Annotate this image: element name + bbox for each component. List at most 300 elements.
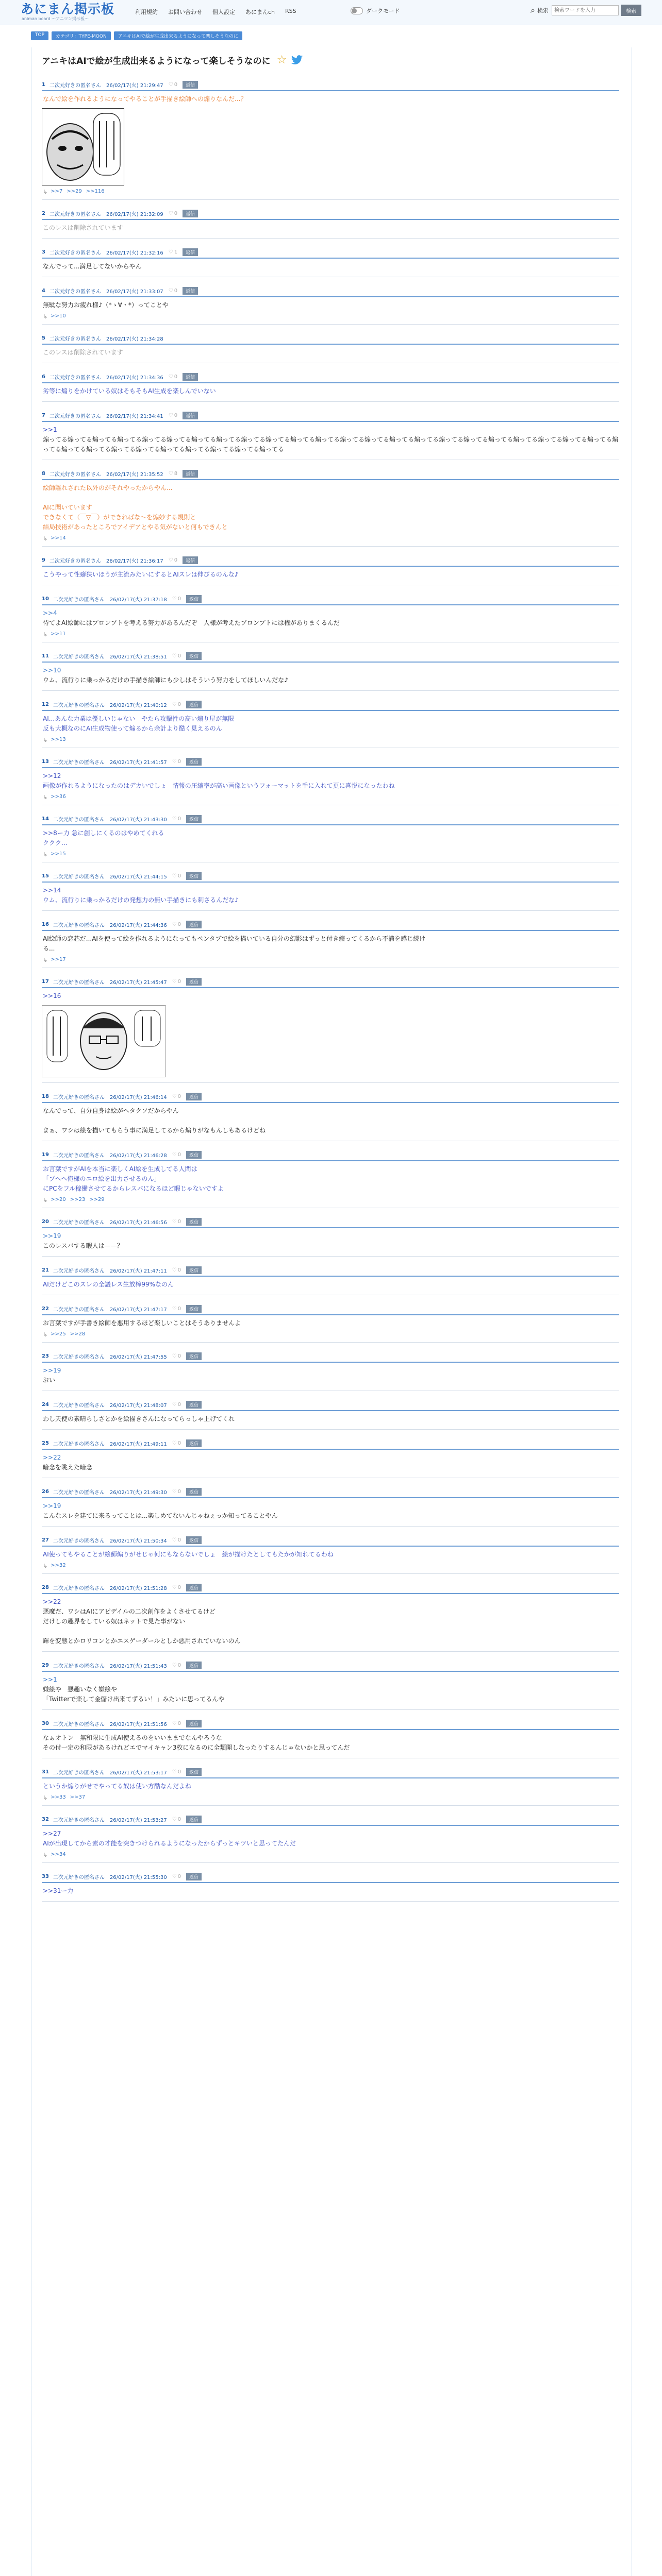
post-header: [42, 651, 619, 663]
reply-arrow-icon: ↳: [43, 794, 48, 801]
like-count: 0: [177, 816, 181, 822]
post-number[interactable]: 7: [42, 413, 45, 418]
reply-link[interactable]: >>23: [70, 1197, 86, 1202]
post-text-line: >>1: [43, 426, 57, 433]
post-item: [42, 1582, 619, 1652]
nav-animanch[interactable]: あにまんch: [245, 9, 275, 15]
post-text-line: ウム、流行りに乗っかるだけの発想力の無い手描きにも刺さるんだな♪: [43, 896, 239, 904]
post-date: 26/02/17(火) 21:53:27: [109, 1818, 167, 1823]
post-author: 二次元好きの匿名さん: [53, 1307, 105, 1313]
post-number[interactable]: 14: [42, 816, 49, 822]
post-body: [42, 988, 619, 1003]
post-author: 二次元好きの匿名さん: [53, 703, 105, 708]
post-number[interactable]: 21: [42, 1267, 49, 1273]
heart-icon[interactable]: ♡: [168, 471, 173, 477]
post-author: 二次元好きの匿名さん: [49, 83, 101, 89]
reply-button[interactable]: 返信: [186, 872, 202, 880]
post-text-line: 嫌絵や 悪趣いなく嫌絵や: [43, 1686, 118, 1693]
post-item: [42, 1535, 619, 1574]
reply-button[interactable]: 返信: [186, 1093, 202, 1100]
post-number[interactable]: 5: [42, 335, 45, 341]
heart-icon[interactable]: ♡: [172, 1306, 177, 1312]
heart-icon[interactable]: ♡: [172, 759, 177, 765]
manga-panel-image[interactable]: [42, 108, 124, 185]
search-icon: ⌕: [531, 5, 535, 15]
post-number[interactable]: 17: [42, 979, 49, 985]
like-count: 0: [177, 596, 181, 602]
post-item: [42, 285, 619, 325]
post-date: 26/02/17(火) 21:47:11: [109, 1268, 167, 1274]
heart-icon[interactable]: ♡: [172, 1874, 177, 1879]
post-header: [42, 976, 619, 988]
post-body: [42, 931, 619, 956]
reply-links: [42, 1793, 619, 1802]
reply-links: [42, 188, 619, 196]
reply-arrow-icon: ↳: [43, 737, 48, 743]
post-item: [42, 1091, 619, 1141]
breadcrumb-top[interactable]: TOP: [31, 31, 48, 40]
reply-link[interactable]: >>10: [51, 313, 66, 319]
reply-links: [42, 793, 619, 802]
like-count: 0: [177, 979, 181, 985]
post-item: [42, 247, 619, 277]
reply-button[interactable]: 返信: [186, 1401, 202, 1409]
heart-icon[interactable]: ♡: [172, 1219, 177, 1225]
reply-links: [42, 956, 619, 964]
reply-button[interactable]: 返信: [186, 815, 202, 823]
post-text-line: 結局技術があったところでアイデアとやる気がないと何もできんと: [43, 523, 228, 531]
heart-icon[interactable]: ♡: [168, 413, 173, 418]
post-header: [42, 594, 619, 605]
post-number[interactable]: 24: [42, 1402, 49, 1408]
post-author: 二次元好きの匿名さん: [53, 874, 105, 880]
post-header: [42, 699, 619, 711]
post-number[interactable]: 18: [42, 1094, 49, 1099]
post-date: 26/02/17(火) 21:48:07: [109, 1403, 167, 1409]
post-date: 26/02/17(火) 21:47:55: [109, 1354, 167, 1360]
post-date: 26/02/17(火) 21:49:11: [109, 1442, 167, 1447]
like-count: 0: [177, 653, 181, 659]
post-header: [42, 919, 619, 931]
reply-arrow-icon: ↳: [43, 1563, 48, 1569]
post-number[interactable]: 26: [42, 1489, 49, 1495]
reply-button[interactable]: 返信: [186, 1151, 202, 1159]
post-number[interactable]: 11: [42, 653, 49, 659]
post-number[interactable]: 30: [42, 1721, 49, 1726]
post-text-line: おい: [43, 1377, 56, 1384]
post-number[interactable]: 19: [42, 1152, 49, 1158]
post-number[interactable]: 23: [42, 1353, 49, 1359]
heart-icon[interactable]: ♡: [172, 873, 177, 879]
heart-icon[interactable]: ♡: [168, 374, 173, 380]
post-text-line: >>8ー力 急に創しにくるのはやめてくれる: [43, 829, 164, 837]
heart-icon[interactable]: ♡: [172, 596, 177, 602]
reply-button[interactable]: 返信: [183, 210, 198, 217]
reply-button[interactable]: 返信: [183, 470, 198, 478]
post-number[interactable]: 31: [42, 1769, 49, 1775]
post-text-line: >>12: [43, 772, 61, 779]
reply-button[interactable]: 返信: [186, 1305, 202, 1313]
reply-button[interactable]: 返信: [186, 1873, 202, 1880]
heart-icon[interactable]: ♡: [172, 1353, 177, 1359]
like-count: 0: [177, 1094, 181, 1099]
reply-link[interactable]: >>37: [70, 1794, 86, 1800]
post-number[interactable]: 9: [42, 557, 45, 563]
dark-mode-label: ダークモード: [366, 8, 400, 14]
post-item: [42, 555, 619, 585]
post-author: 二次元好きの匿名さん: [53, 1268, 105, 1274]
heart-icon[interactable]: ♡: [172, 1402, 177, 1408]
heart-icon[interactable]: ♡: [172, 816, 177, 822]
post-text-line: る...: [43, 945, 55, 952]
reply-button[interactable]: 返信: [183, 81, 198, 89]
reply-button[interactable]: 返信: [183, 373, 198, 381]
post-author: 二次元好きの匿名さん: [53, 1818, 105, 1823]
like-count: 0: [177, 1585, 181, 1590]
nav-rss[interactable]: RSS: [285, 8, 296, 14]
nav-settings[interactable]: 個人設定: [212, 9, 235, 15]
like-count: 1: [174, 249, 178, 255]
post-number[interactable]: 28: [42, 1585, 49, 1590]
post-header: [42, 1814, 619, 1826]
like-count: 0: [174, 82, 178, 88]
post-number[interactable]: 2: [42, 211, 45, 216]
post-author: 二次元好きの匿名さん: [53, 1538, 105, 1544]
post-date: 26/02/17(火) 21:46:14: [109, 1095, 167, 1100]
post-text-line: >>22: [43, 1454, 61, 1461]
post-author: 二次元好きの匿名さん: [53, 1220, 105, 1226]
post-item: [42, 1438, 619, 1478]
reply-button[interactable]: 返信: [183, 287, 198, 295]
post-text-line: 「ブヘヘ俺様のエロ絵を出力させるのん」: [43, 1175, 160, 1182]
heart-icon[interactable]: ♡: [172, 1537, 177, 1543]
reply-link[interactable]: >>29: [89, 1197, 105, 1202]
heart-icon[interactable]: ♡: [172, 1585, 177, 1590]
post-text-line: 画像が作れるようになったのはデカいでしょ 情報の圧縮率が高い画像というフォーマットを手に入れて更に喜悦になったわね: [43, 782, 395, 789]
post-body: [42, 1228, 619, 1253]
like-count: 0: [174, 557, 178, 563]
reply-button[interactable]: 返信: [183, 412, 198, 419]
post-number[interactable]: 33: [42, 1874, 49, 1879]
reply-button[interactable]: 返信: [186, 652, 202, 660]
reply-button[interactable]: 返信: [186, 1352, 202, 1360]
post-item: [42, 814, 619, 862]
post-number[interactable]: 22: [42, 1306, 49, 1312]
search-input[interactable]: [552, 5, 619, 15]
logo-subtitle: animan board 〜アニマン掲示板〜: [22, 16, 89, 21]
heart-icon[interactable]: ♡: [172, 1817, 177, 1822]
post-body: [42, 1277, 619, 1292]
post-text-line: なんでって...満足してないからやん: [43, 263, 142, 270]
breadcrumb-thread[interactable]: アニキはAIで絵が生成出来るようになって楽しそうなのに: [114, 31, 242, 40]
post-number[interactable]: 32: [42, 1817, 49, 1822]
reply-link[interactable]: >>29: [67, 189, 82, 194]
heart-icon[interactable]: ♡: [172, 1152, 177, 1158]
heart-icon[interactable]: ♡: [172, 1267, 177, 1273]
post-item: [42, 1486, 619, 1527]
post-text-line: AI使ってもやることが絵師煽りがせじゃ何にもならないでしょ 絵が描けたとしてもたかが知れてるわね: [43, 1551, 334, 1558]
post-date: 26/02/17(火) 21:44:15: [109, 874, 167, 880]
post-body: [42, 605, 619, 630]
reply-arrow-icon: ↳: [43, 535, 48, 542]
post-body: [42, 91, 619, 106]
reply-link[interactable]: >>15: [51, 851, 66, 857]
post-date: 26/02/17(火) 21:45:47: [109, 980, 167, 986]
reply-links: [42, 1562, 619, 1570]
heart-icon[interactable]: ♡: [168, 288, 173, 294]
reply-button[interactable]: 返信: [186, 1439, 202, 1447]
heart-icon[interactable]: ♡: [172, 1440, 177, 1446]
nav-contact[interactable]: お問い合わせ: [168, 9, 202, 15]
post-body: [42, 480, 619, 534]
post-number[interactable]: 3: [42, 249, 45, 255]
reply-links: [42, 736, 619, 744]
post-number[interactable]: 13: [42, 759, 49, 765]
post-item: [42, 1265, 619, 1295]
reply-button[interactable]: 返信: [186, 1662, 202, 1669]
reply-button[interactable]: 返信: [186, 921, 202, 928]
post-text-line: このレスは削除されています: [43, 224, 123, 231]
post-date: 26/02/17(火) 21:51:56: [109, 1722, 167, 1727]
post-date: 26/02/17(火) 21:36:17: [106, 558, 163, 564]
post-date: 26/02/17(火) 21:47:17: [109, 1307, 167, 1313]
post-header: [42, 371, 619, 383]
post-text-line: >>16: [43, 992, 61, 999]
breadcrumb-category[interactable]: カテゴリ：TYPE-MOON: [52, 31, 111, 40]
reply-link[interactable]: >>14: [51, 535, 66, 541]
post-text-line: 悪魔だ、ワシはAIにアピデイルの二次創作をよくさせてるけど: [43, 1608, 216, 1615]
heart-icon[interactable]: ♡: [172, 922, 177, 927]
toggle-switch[interactable]: [351, 7, 363, 14]
reply-link[interactable]: >>36: [51, 794, 66, 800]
reply-links: [42, 1330, 619, 1339]
post-body: [42, 1672, 619, 1706]
like-count: 0: [177, 1219, 181, 1225]
post-header: [42, 1718, 619, 1730]
twitter-bird-icon[interactable]: [291, 55, 303, 66]
like-count: 0: [177, 1267, 181, 1273]
post-author: 二次元好きの匿名さん: [53, 760, 105, 766]
reply-button[interactable]: 返信: [186, 1536, 202, 1544]
nav-terms[interactable]: 利用規約: [135, 9, 158, 15]
post-header: [42, 1399, 619, 1411]
post-item: [42, 1351, 619, 1391]
post-item: [42, 1767, 619, 1806]
post-body: [42, 1161, 619, 1196]
post-number[interactable]: 16: [42, 922, 49, 927]
post-body: [42, 259, 619, 274]
reply-button[interactable]: 返信: [186, 1488, 202, 1496]
reply-links: [42, 534, 619, 543]
post-item: [42, 871, 619, 911]
post-header: [42, 555, 619, 567]
post-text-line: ウム、流行りに乗っかるだけの手描き絵師にも少しはそういう努力をしてほしいんだな♪: [43, 676, 288, 684]
post-body: [42, 1730, 619, 1755]
post-number[interactable]: 29: [42, 1663, 49, 1668]
post-author: 二次元好きの匿名さん: [53, 980, 105, 986]
reply-link[interactable]: >>11: [51, 631, 66, 637]
post-date: 26/02/17(火) 21:37:18: [109, 597, 167, 603]
post-header: [42, 1303, 619, 1315]
reply-link[interactable]: >>32: [51, 1563, 66, 1568]
post-number[interactable]: 25: [42, 1440, 49, 1446]
like-count: 8: [174, 471, 178, 477]
post-text-line: 絵師離れされた以外のがそれやったからやん...: [43, 484, 173, 492]
heart-icon[interactable]: ♡: [168, 82, 173, 88]
reply-button[interactable]: 返信: [183, 248, 198, 256]
heart-icon[interactable]: ♡: [168, 557, 173, 563]
reply-button[interactable]: 返信: [186, 1584, 202, 1591]
post-body: [42, 1778, 619, 1793]
post-number[interactable]: 10: [42, 596, 49, 602]
post-item: [42, 410, 619, 460]
breadcrumb: [31, 31, 245, 40]
heart-icon[interactable]: ♡: [168, 249, 173, 255]
post-item: [42, 1149, 619, 1208]
post-body: [42, 567, 619, 582]
reply-button[interactable]: 返信: [186, 1720, 202, 1727]
reply-links: [42, 630, 619, 639]
post-item: [42, 1814, 619, 1863]
reply-link[interactable]: >>34: [51, 1852, 66, 1857]
reply-link[interactable]: >>25: [51, 1331, 66, 1337]
reply-button[interactable]: 返信: [186, 701, 202, 708]
post-header: [42, 208, 619, 220]
post-body: [42, 220, 619, 235]
post-number[interactable]: 6: [42, 374, 45, 380]
reply-button[interactable]: 返信: [186, 978, 202, 986]
post-date: 26/02/17(火) 21:35:52: [106, 472, 163, 478]
thread-container: [31, 47, 632, 2576]
like-count: 0: [174, 413, 178, 418]
post-text-line: [43, 493, 618, 503]
reply-arrow-icon: ↳: [43, 851, 48, 858]
heart-icon[interactable]: ♡: [172, 702, 177, 707]
post-date: 26/02/17(火) 21:55:30: [109, 1875, 167, 1880]
manga-panel-image[interactable]: [42, 1005, 166, 1077]
post-author: 二次元好きの匿名さん: [53, 1403, 105, 1409]
post-body: [42, 1594, 619, 1648]
reply-button[interactable]: 返信: [186, 1768, 202, 1776]
post-number[interactable]: 4: [42, 288, 45, 294]
reply-link[interactable]: >>116: [86, 189, 105, 194]
reply-button[interactable]: 返信: [186, 1218, 202, 1226]
reply-link[interactable]: >>28: [70, 1331, 86, 1337]
heart-icon[interactable]: ♡: [172, 1769, 177, 1775]
reply-arrow-icon: ↳: [43, 1852, 48, 1858]
post-number[interactable]: 27: [42, 1537, 49, 1543]
heart-icon[interactable]: ♡: [172, 1094, 177, 1099]
post-header: [42, 1351, 619, 1363]
post-body: [42, 663, 619, 687]
heart-icon[interactable]: ♡: [172, 1489, 177, 1495]
reply-button[interactable]: 返信: [186, 1266, 202, 1274]
post-item: [42, 1303, 619, 1343]
post-text-line: こうやって性癖狭いほうが主流みたいにするとAIスレは伸びるのんな♪: [43, 571, 239, 578]
site-logo[interactable]: [21, 2, 114, 22]
reply-links: [42, 850, 619, 859]
reply-button[interactable]: 返信: [183, 556, 198, 564]
post-date: 26/02/17(火) 21:51:28: [109, 1586, 167, 1591]
top-nav: [135, 8, 307, 16]
post-date: 26/02/17(火) 21:50:34: [109, 1538, 167, 1544]
post-author: 二次元好きの匿名さん: [53, 597, 105, 603]
reply-link[interactable]: >>7: [51, 189, 63, 194]
post-date: 26/02/17(火) 21:29:47: [106, 83, 163, 89]
post-text-line: お言葉ですがAIを本当に楽しくAI絵を生成してる人間は: [43, 1165, 197, 1173]
post-date: 26/02/17(火) 21:33:07: [106, 289, 163, 295]
like-count: 0: [177, 1440, 181, 1446]
post-text-line: 輝を変態とかロリコンとかエスゲーダールとしか悪用されていないのん: [43, 1637, 241, 1645]
post-author: 二次元好きの匿名さん: [49, 558, 101, 564]
post-author: 二次元好きの匿名さん: [53, 1664, 105, 1669]
post-item: [42, 651, 619, 691]
reply-links: [42, 1196, 619, 1205]
dark-mode-toggle[interactable]: [351, 7, 400, 15]
heart-icon[interactable]: ♡: [172, 653, 177, 659]
post-text-line: できなくて（￣▽￣）ができればな〜を煽妙する規則と: [43, 514, 196, 521]
post-number[interactable]: 12: [42, 702, 49, 707]
post-number[interactable]: 15: [42, 873, 49, 879]
heart-icon[interactable]: ♡: [172, 1721, 177, 1726]
post-author: 二次元好きの匿名さん: [49, 375, 101, 381]
post-body: [42, 1883, 619, 1898]
post-text-line: このレスは削除されています: [43, 349, 123, 356]
post-header: [42, 247, 619, 259]
reply-link[interactable]: >>20: [51, 1197, 66, 1202]
reply-button[interactable]: 返信: [186, 1816, 202, 1823]
post-header: [42, 1438, 619, 1450]
search-button[interactable]: 検索: [621, 5, 641, 16]
reply-link[interactable]: >>13: [51, 737, 66, 742]
reply-button[interactable]: 返信: [186, 758, 202, 766]
reply-link[interactable]: >>33: [51, 1794, 66, 1800]
post-text-line: >>22: [43, 1598, 61, 1605]
post-number[interactable]: 1: [42, 82, 45, 88]
post-author: 二次元好きの匿名さん: [53, 1722, 105, 1727]
post-body: [42, 1363, 619, 1387]
post-header: [42, 1486, 619, 1498]
like-count: 0: [177, 1663, 181, 1668]
favorite-star-icon[interactable]: ☆: [276, 54, 287, 66]
like-count: 0: [174, 374, 178, 380]
heart-icon[interactable]: ♡: [172, 1663, 177, 1668]
post-text-line: >>4: [43, 609, 57, 617]
reply-button[interactable]: 返信: [186, 595, 202, 603]
heart-icon[interactable]: ♡: [172, 979, 177, 985]
heart-icon[interactable]: ♡: [168, 211, 173, 216]
post-body: [42, 345, 619, 360]
like-count: 0: [177, 873, 181, 879]
like-count: 0: [177, 1402, 181, 1408]
like-count: 0: [177, 922, 181, 927]
post-date: 26/02/17(火) 21:51:43: [109, 1664, 167, 1669]
post-text-line: 反も大概なのにAI生成物使って煽るから余計より酷く見えるのん: [43, 725, 222, 732]
reply-link[interactable]: >>17: [51, 957, 66, 962]
post-author: 二次元好きの匿名さん: [49, 250, 101, 256]
post-header: [42, 1582, 619, 1594]
post-header: [42, 333, 619, 345]
post-header: [42, 814, 619, 825]
logo-text[interactable]: あにまん掲示板: [21, 2, 115, 16]
post-date: 26/02/17(火) 21:38:51: [109, 654, 167, 660]
post-text-line: 劣等に煽りをかけている奴はそもそもAI生成を楽しんでいない: [43, 387, 216, 395]
post-text-line: このレスバする暇人は——？: [43, 1242, 123, 1249]
post-number[interactable]: 8: [42, 471, 45, 477]
reply-arrow-icon: ↳: [43, 1331, 48, 1338]
post-text-line: わし天使の素晴らしさとかを絵描きさんになってらっしゃ上げてくれ: [43, 1415, 235, 1422]
post-number[interactable]: 20: [42, 1219, 49, 1225]
